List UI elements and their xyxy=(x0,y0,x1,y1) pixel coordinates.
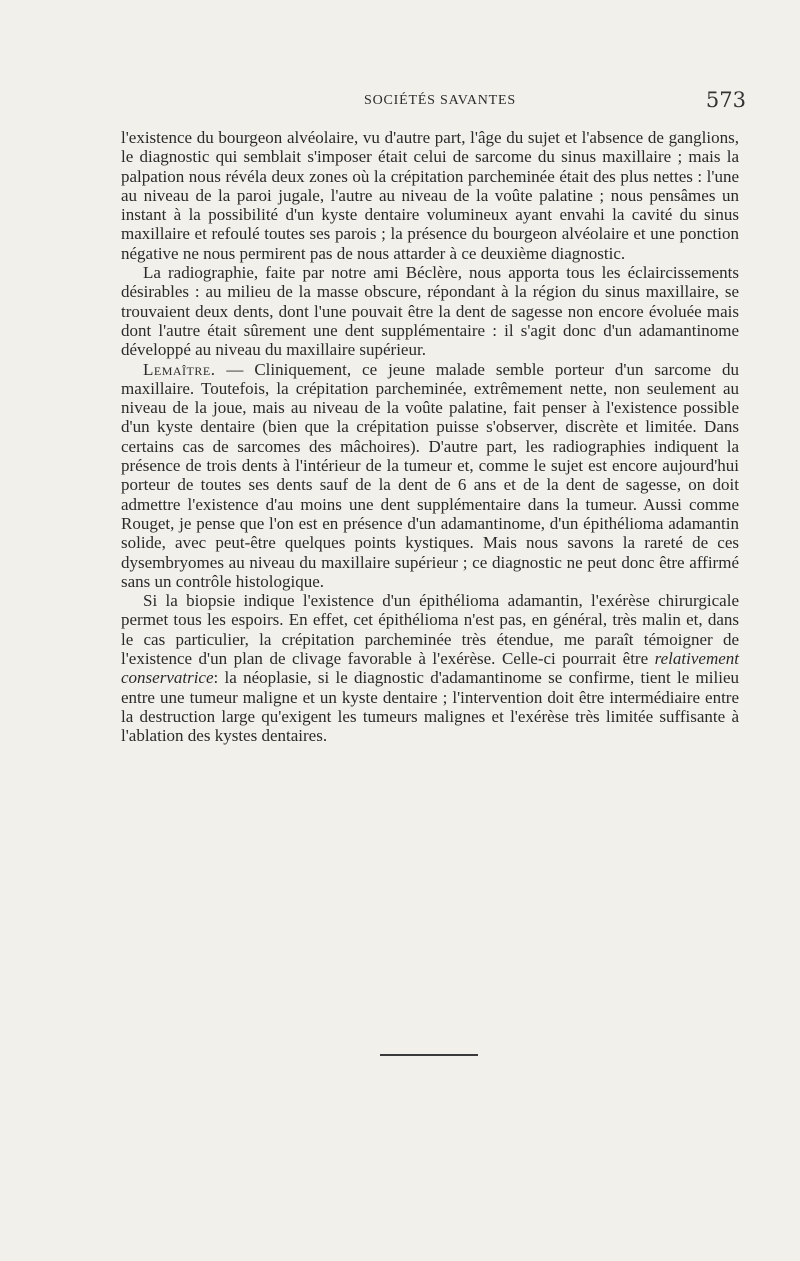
speaker-name: Lemaître. xyxy=(143,359,216,379)
running-title xyxy=(0,92,800,109)
page-number: 573 xyxy=(705,88,746,112)
paragraph-radiography xyxy=(121,263,739,359)
paragraph-continuation xyxy=(121,128,739,263)
paragraph-biopsy xyxy=(121,591,739,745)
paragraph-text-before: Si la biopsie indique l'existence d'un épithélioma adamantin, l'exérèse chirurgicale permet tous les espoirs. En effet, cet épithélioma n'est pas, en général, très malin et, dans le cas particulier, la crépitation parcheminée très étendue, me paraît témoigner de l'existence d'un plan de clivage favorable à l'exérèse. Celle-ci pourrait être xyxy=(121,591,739,669)
paragraph-text: La radiographie, faite par notre ami Béclère, nous apporta tous les éclaircissements désirables : au milieu de la masse obscure, répondant à la région du sinus maxillaire, se trouvaient deux dents, dont l'une pouvait être la dent de sagesse non encore évoluée mais dont l'autre était sûrement une dent supplémentaire : il s'agit donc d'un adamantinome développé au niveau du maxillaire supérieur. xyxy=(121,263,739,360)
running-title-text: SOCIÉTÉS SAVANTES xyxy=(364,93,516,108)
article-body xyxy=(121,128,739,746)
paragraph-lemaitre xyxy=(121,360,739,592)
closing-rule xyxy=(380,1054,478,1056)
paragraph-text: — Cliniquement, ce jeune malade semble porteur d'un sarcome du maxillaire. Toutefois, la crépitation parcheminée, extrêmement nette, non seulement au niveau de la joue, mais au niveau de la voûte palatine, fait penser à l'existence possible d'un kyste dentaire (bien que la crépitation puisse s'observer, discrète et limitée. Dans certains cas de sarcomes des mâchoires). D'autre part, les radiographies indiquent la présence de trois dents à l'intérieur de la tumeur et, comme le sujet est encore aujourd'hui porteur de toutes ses dents sauf de la dent de 6 ans et de la dent de sagesse, on doit admettre l'existence d'au moins une dent supplémentaire dans la tumeur. Aussi comme Rouget, je pense que l'on est en présence d'un adamantinome, d'un épithélioma adamantin solide, avec peut-être quelques points kystiques. Mais nous savons la rareté de ces dysembryomes au niveau du maxillaire supérieur ; ce diagnostic ne peut donc être affirmé sans un contrôle histologique. xyxy=(121,359,739,591)
paragraph-text: l'existence du bourgeon alvéolaire, vu d'autre part, l'âge du sujet et l'absence de ganglions, le diagnostic qui semblait s'imposer était celui de sarcome du sinus maxillaire ; mais la palpation nous révéla deux zones où la crépitation parcheminée était des plus nettes : l'une au niveau de la paroi jugale, l'autre au niveau de la voûte palatine ; nous pensâmes un instant à la possibilité d'un kyste dentaire volumineux ayant envahi la cavité du sinus maxillaire et refoulé toutes ses parois ; la présence du bourgeon alvéolaire et une ponction négative ne nous permirent pas de nous attarder à ce deuxième diagnostic. xyxy=(121,128,739,263)
running-head xyxy=(0,88,800,112)
emphasis-text: relativement conservatrice xyxy=(121,649,739,688)
paragraph-text-after: : la néoplasie, si le diagnostic d'adamantinome se confirme, tient le milieu entre une tumeur maligne et un kyste dentaire ; l'intervention doit être intermédiaire entre la destruction large qu'exigent les tumeurs malignes et l'exérèse très limitée suffisante à l'ablation des kystes dentaires. xyxy=(121,668,739,746)
